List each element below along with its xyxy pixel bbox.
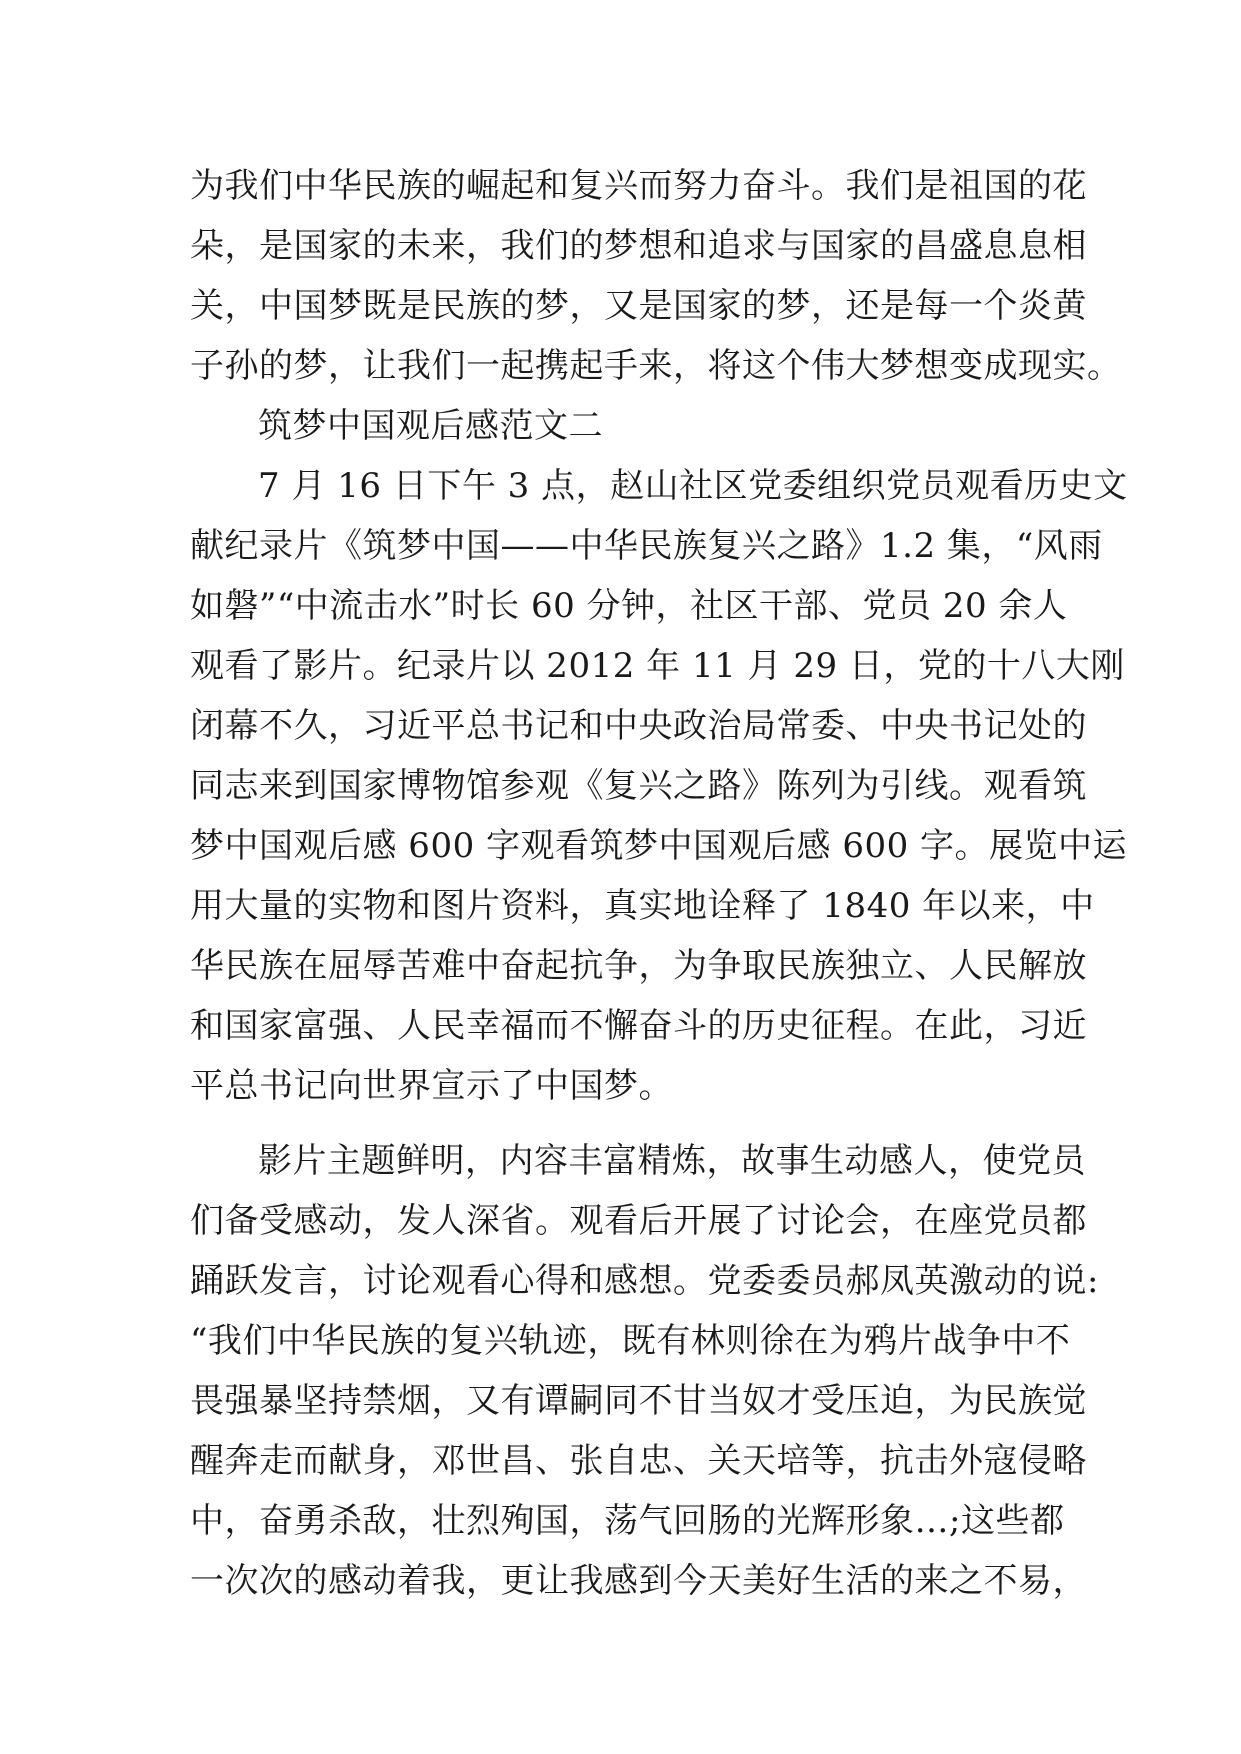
document-body — [190, 156, 1128, 1611]
text-line: 如磐”“中流击水”时长 60 分钟，社区干部、党员 20 余人 — [190, 586, 1068, 626]
text-line: 和国家富强、人民幸福而不懈奋斗的历史征程。在此，习近 — [190, 1006, 1087, 1046]
text-line: 子孙的梦，让我们一起携起手来，将这个伟大梦想变成现实。 — [190, 346, 1122, 386]
text-line: “我们中华民族的复兴轨迹，既有林则徐在为鸦片战争中不 — [190, 1321, 1071, 1361]
text-line: 中，奋勇杀敌，壮烈殉国，荡气回肠的光辉形象…;这些都 — [190, 1501, 1065, 1541]
text-line: 踊跃发言，讨论观看心得和感想。党委委员郝凤英激动的说: — [190, 1261, 1099, 1301]
text-line: 一次次的感动着我，更让我感到今天美好生活的来之不易， — [190, 1561, 1087, 1601]
text-line: 观看了影片。纪录片以 2012 年 11 月 29 日，党的十八大刚 — [190, 646, 1125, 686]
text-line: 们备受感动，发人深省。观看后开展了讨论会，在座党员都 — [190, 1201, 1087, 1241]
text-line: 闭幕不久，习近平总书记和中央政治局常委、中央书记处的 — [190, 706, 1087, 746]
text-line: 朵，是国家的未来，我们的梦想和追求与国家的昌盛息息相 — [190, 226, 1087, 266]
text-line: 用大量的实物和图片资料，真实地诠释了 1840 年以来，中 — [190, 886, 1095, 926]
text-line: 影片主题鲜明，内容丰富精炼，故事生动感人，使党员 — [258, 1141, 1086, 1181]
text-line: 梦中国观后感 600 字观看筑梦中国观后感 600 字。展览中运 — [190, 826, 1128, 866]
text-line: 醒奔走而献身，邓世昌、张自忠、关天培等，抗击外寇侵略 — [190, 1441, 1087, 1481]
text-line: 献纪录片《筑梦中国——中华民族复兴之路》1.2 集，“风雨 — [190, 526, 1103, 566]
paragraph-1 — [190, 156, 1122, 396]
text-line: 同志来到国家博物馆参观《复兴之路》陈列为引线。观看筑 — [190, 766, 1087, 806]
section-heading — [190, 396, 1052, 456]
text-line: 平总书记向世界宣示了中国梦。 — [190, 1066, 673, 1106]
paragraph-2 — [190, 456, 1128, 1116]
text-line: 畏强暴坚持禁烟，又有谭嗣同不甘当奴才受压迫，为民族觉 — [190, 1381, 1087, 1421]
paragraph-3 — [190, 1131, 1099, 1611]
paragraph-spacer — [190, 1116, 1052, 1131]
heading-text: 筑梦中国观后感范文二 — [258, 406, 603, 446]
text-line: 为我们中华民族的崛起和复兴而努力奋斗。我们是祖国的花 — [190, 166, 1087, 206]
text-line: 华民族在屈辱苦难中奋起抗争，为争取民族独立、人民解放 — [190, 946, 1087, 986]
text-line: 7 月 16 日下午 3 点，赵山社区党委组织党员观看历史文 — [258, 466, 1128, 506]
text-line: 关，中国梦既是民族的梦，又是国家的梦，还是每一个炎黄 — [190, 286, 1087, 326]
